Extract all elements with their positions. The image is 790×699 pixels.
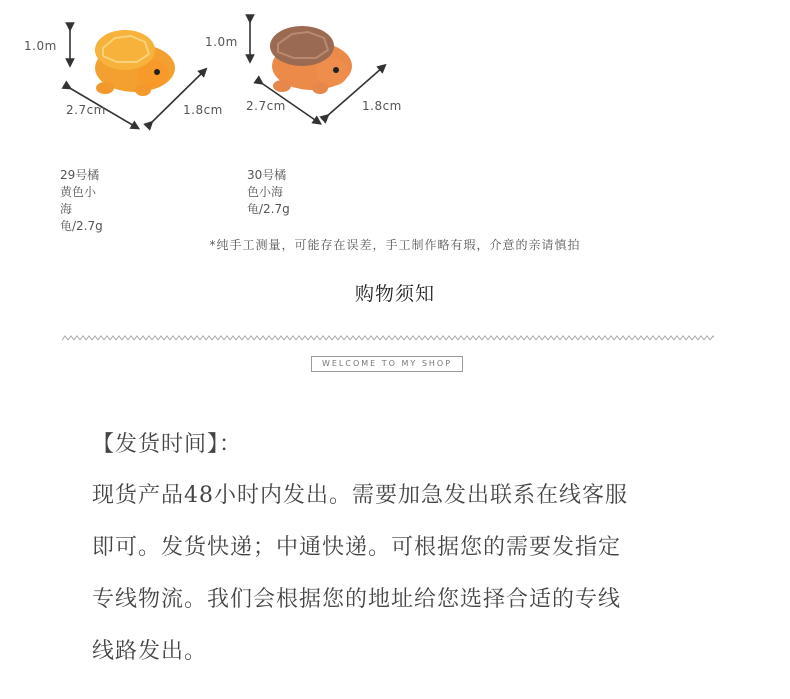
orange-yellow-turtle-icon [85,24,185,98]
product-caption: 29号橘黄色小海龟/2.7g [60,168,103,233]
length-label: 2.7cm [66,103,106,117]
length-label: 2.7cm [246,99,286,113]
zigzag-divider [62,334,714,342]
shipping-line: 现货产品48小时内发出。需要加急发出联系在线客服 [92,483,628,508]
product-caption: 30号橘色小海龟/2.7g [247,168,290,216]
orange-turtle-icon [262,22,362,96]
height-label: 1.0m [205,35,238,49]
shipping-line: 线路发出。 [92,639,208,664]
welcome-badge: WELCOME TO MY SHOP [311,356,463,372]
section-title: 购物须知 [354,283,435,305]
width-label: 1.8cm [183,103,223,117]
shipping-line: 专线物流。我们会根据您的地址给您选择合适的专线 [92,587,622,612]
shipping-heading: 【发货时间】： [92,432,243,457]
shipping-info [92,470,702,678]
height-label: 1.0m [24,39,57,53]
measurement-note: *纯手工测量，可能存在误差，手工制作略有瑕，介意的亲请慎拍 [209,238,581,252]
width-label: 1.8cm [362,99,402,113]
shipping-line: 即可。发货快递；中通快递。可根据您的需要发指定 [92,535,622,560]
